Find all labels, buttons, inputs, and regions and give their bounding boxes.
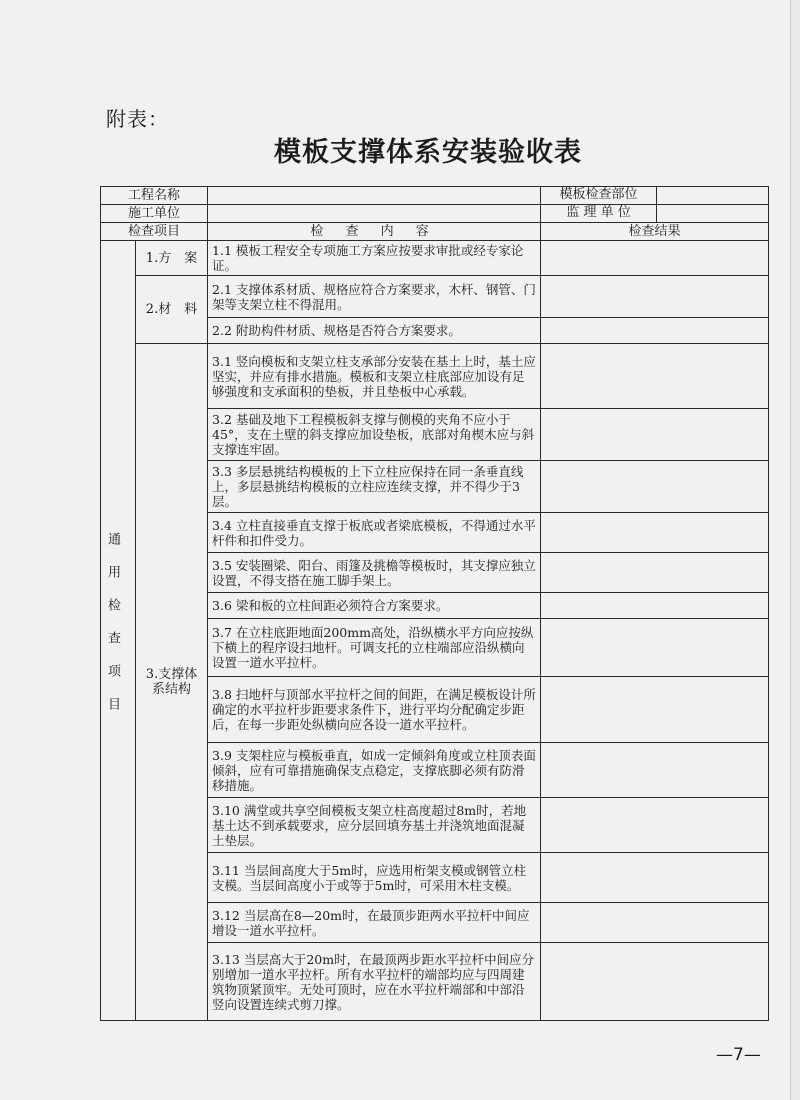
result-3-7[interactable] [541,619,769,677]
result-3-6[interactable] [541,593,769,619]
result-3-5[interactable] [541,553,769,593]
result-3-3[interactable] [541,461,769,513]
result-3-11[interactable] [541,853,769,903]
general-items-label: 通用检查项目 [105,531,120,730]
supervision-unit-value[interactable] [657,205,768,222]
construction-unit-label: 施工单位 [101,205,208,223]
column-header-row [101,223,769,241]
inspection-part-cell [541,187,769,205]
result-3-10[interactable] [541,798,769,853]
check-item-3-1: 3.1 竖向模板和支架立柱支承部分安装在基土上时，基土应坚实，并应有排水措施。模板和支架立柱底部应加设有足够强度和支承面积的垫板，并且垫板中心承载。 [208,344,541,409]
result-3-13[interactable] [541,943,769,1021]
result-3-9[interactable] [541,743,769,798]
construction-unit-row [101,205,769,223]
page-number: —7— [716,1045,761,1065]
result-1-1[interactable] [541,241,769,276]
check-item-3-3: 3.3 多层悬挑结构模板的上下立柱应保持在同一条垂直线上，多层悬挑结构模板的立柱应连续支撑，并不得少于3层。 [208,461,541,513]
acceptance-form-table [100,186,769,1021]
general-items-cell [101,241,136,1021]
check-item-3-8: 3.8 扫地杆与顶部水平拉杆之间的间距，在满足模板设计所确定的水平拉杆步距要求条件下，进行平均分配确定步距后，在每一步距处纵横向应各设一道水平拉杆。 [208,677,541,743]
check-item-3-10: 3.10 满堂或共享空间模板支架立柱高度超过8m时，若地基土达不到承载要求，应分层回填夯基土并浇筑地面混凝土垫层。 [208,798,541,853]
result-2-2[interactable] [541,318,769,344]
table-row [101,344,769,409]
check-item-2-2: 2.2 附助构件材质、规格是否符合方案要求。 [208,318,541,344]
check-item-3-12: 3.12 当层高在8—20m时，在最顶步距两水平拉杆中间应增设一道水平拉杆。 [208,903,541,943]
supervision-unit-cell [541,205,769,223]
supervision-unit-label: 监 理 单 位 [541,205,657,222]
item-column-header: 检查项目 [101,223,208,241]
project-name-label: 工程名称 [101,187,208,205]
table-row [101,241,769,276]
check-item-1-1: 1.1 模板工程安全专项施工方案应按要求审批或经专家论证。 [208,241,541,276]
check-item-3-5: 3.5 安装圈梁、阳台、雨篷及挑檐等模板时，其支撑应独立设置，不得支搭在施工脚手架上。 [208,553,541,593]
group-label-plan: 1.方 案 [136,241,208,276]
check-item-3-6: 3.6 梁和板的立柱间距必须符合方案要求。 [208,593,541,619]
inspection-part-value[interactable] [657,187,768,204]
check-item-3-7: 3.7 在立柱底距地面200mm高处，沿纵横水平方向应按纵下横上的程序设扫地杆。可调支托的立柱端部应沿纵横向设置一道水平拉杆。 [208,619,541,677]
table-row [101,276,769,318]
result-3-8[interactable] [541,677,769,743]
result-3-1[interactable] [541,344,769,409]
check-item-2-1: 2.1 支撑体系材质、规格应符合方案要求，木杆、钢管、门架等支架立柱不得混用。 [208,276,541,318]
appendix-label: 附表： [106,107,169,131]
result-column-header: 检查结果 [541,223,769,241]
check-item-3-4: 3.4 立柱直接垂直支撑于板底或者梁底模板，不得通过水平杆件和扣件受力。 [208,513,541,553]
group-label-structure: 3.支撑体系结构 [136,344,208,1021]
check-item-3-13: 3.13 当层高大于20m时，在最顶两步距水平拉杆中间应分别增加一道水平拉杆。所有水平拉杆的端部均应与四周建筑物顶紧顶牢。无处可顶时，应在水平拉杆端部和中部沿竖向设置连续式剪刀撑。 [208,943,541,1021]
result-2-1[interactable] [541,276,769,318]
content-column-header: 检 查 内 容 [208,223,541,241]
project-name-value[interactable] [208,187,541,205]
page-title: 模板支撑体系安装验收表 [274,137,582,168]
result-3-12[interactable] [541,903,769,943]
check-item-3-9: 3.9 支架柱应与模板垂直，如成一定倾斜角度或立柱顶表面倾斜，应有可靠措施确保支点稳定，支撑底脚必须有防滑移措施。 [208,743,541,798]
check-item-3-2: 3.2 基础及地下工程模板斜支撑与侧模的夹角不应小于45°，支在土壁的斜支撑应加设垫板，底部对角楔木应与斜支撑连牢固。 [208,409,541,461]
project-name-row [101,187,769,205]
result-3-4[interactable] [541,513,769,553]
result-3-2[interactable] [541,409,769,461]
check-item-3-11: 3.11 当层间高度大于5m时，应选用桁架支模或钢管立柱支模。当层间高度小于或等于5m时，可采用木柱支模。 [208,853,541,903]
construction-unit-value[interactable] [208,205,541,223]
group-label-material: 2.材 料 [136,276,208,344]
inspection-part-label: 模板检查部位 [541,187,657,204]
